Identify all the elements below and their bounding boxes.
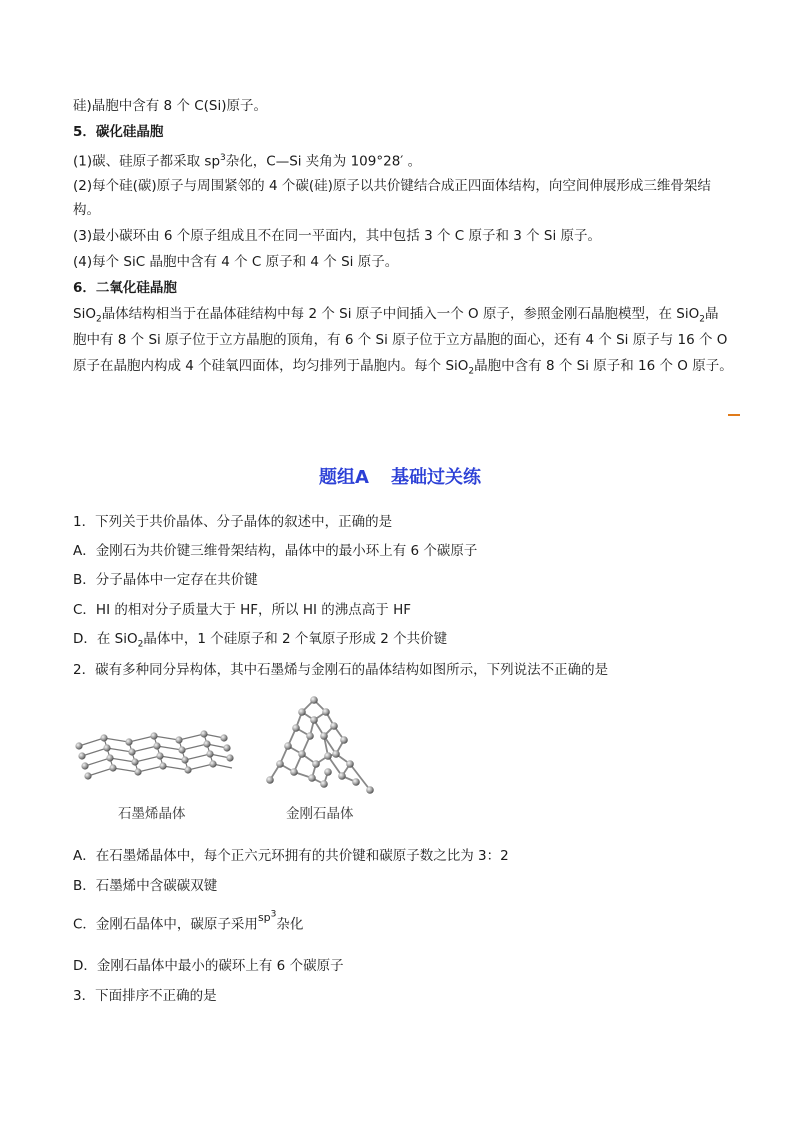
text-span: sp [257, 910, 271, 924]
text-span: 晶体结构相当于在晶体硅结构中每 2 个 Si 原子中间插入一个 O 原子，参照金刚石晶胞模型，在 SiO [101, 306, 700, 322]
section-title [0, 466, 800, 490]
q2-option-d: D．金刚石晶体中最小的碳环上有 6 个碳原子 [73, 958, 344, 974]
q1-option-d [73, 629, 447, 655]
text-line: 硅)晶胞中含有 8 个 C(Si)原子。 [73, 98, 268, 114]
question-1-stem: 1．下列关于共价晶体、分子晶体的叙述中，正确的是 [73, 514, 393, 530]
text-line: (2)每个硅(碳)原子与周围紧邻的 4 个碳(硅)原子以共价键结合成正四面体结构，向空间伸展形成三维骨架结 [73, 178, 711, 194]
subscript: 2 [468, 366, 475, 377]
page-mark [728, 414, 740, 416]
q1-option-a: A．金刚石为共价键三维骨架结构，晶体中的最小环上有 6 个碳原子 [73, 543, 478, 559]
text-span: (1)碳、硅原子都采取 sp [73, 153, 221, 170]
graphene-figure [74, 728, 234, 788]
text-line: 胞中有 8 个 Si 原子位于立方晶胞的顶角，有 6 个 Si 原子位于立方晶胞的面心，还有 4 个 Si 原子与 16 个 O [73, 332, 728, 348]
subscript: 2 [137, 639, 144, 650]
graphene-caption: 石墨烯晶体 [118, 806, 186, 822]
text-line [73, 148, 421, 172]
text-span: 原子在晶胞内构成 4 个硅氧四面体，均匀排列于晶胞内。每个 SiO [73, 358, 469, 374]
superscript: 3 [220, 153, 226, 163]
text-line: (4)每个 SiC 晶胞中含有 4 个 C 原子和 4 个 Si 原子。 [73, 254, 399, 270]
text-line [73, 304, 718, 330]
text-span: 晶体中，1 个硅原子和 2 个氧原子形成 2 个共价键 [143, 631, 448, 647]
text-span: D．在 SiO [73, 631, 138, 647]
text-span: 晶 [704, 306, 719, 322]
text-line [73, 356, 733, 382]
q1-option-b: B．分子晶体中一定存在共价键 [73, 572, 258, 588]
text-span: SiO [73, 306, 96, 322]
text-span: C．金刚石晶体中，碳原子采用 [73, 916, 258, 933]
q2-option-a: A．在石墨烯晶体中，每个正六元环拥有的共价键和碳原子数之比为 3：2 [73, 848, 509, 864]
superscript: 3 [270, 909, 277, 919]
q2-option-c [73, 909, 304, 936]
text-span: 杂化，C—Si 夹角为 109°28′ 。 [225, 153, 422, 170]
sp3-label [258, 911, 276, 924]
text-line: (3)最小碳环由 6 个原子组成且不在同一平面内，其中包括 3 个 C 原子和 3 个 Si 原子。 [73, 228, 602, 244]
question-2-stem: 2．碳有多种同分异构体，其中石墨烯与金刚石的晶体结构如图所示，下列说法不正确的是 [73, 662, 609, 678]
q1-option-c: C．HI 的相对分子质量大于 HF，所以 HI 的沸点高于 HF [73, 602, 411, 618]
subscript: 2 [699, 314, 705, 325]
subscript: 2 [95, 314, 102, 325]
section-title-right: 基础过关练 [390, 467, 481, 488]
text-line: 构。 [73, 202, 100, 218]
diamond-figure [266, 694, 386, 798]
text-span: 杂化 [276, 916, 304, 933]
q2-option-b: B．石墨烯中含碳碳双键 [73, 878, 218, 894]
question-3-stem: 3．下面排序不正确的是 [73, 988, 217, 1004]
heading-sic-cell: 5．碳化硅晶胞 [73, 124, 164, 140]
text-span: 晶胞中含有 8 个 Si 原子和 16 个 O 原子。 [474, 358, 733, 374]
diamond-caption: 金刚石晶体 [286, 806, 354, 822]
section-title-left: 题组A [319, 467, 369, 488]
heading-sio2-cell: 6．二氧化硅晶胞 [73, 280, 177, 296]
